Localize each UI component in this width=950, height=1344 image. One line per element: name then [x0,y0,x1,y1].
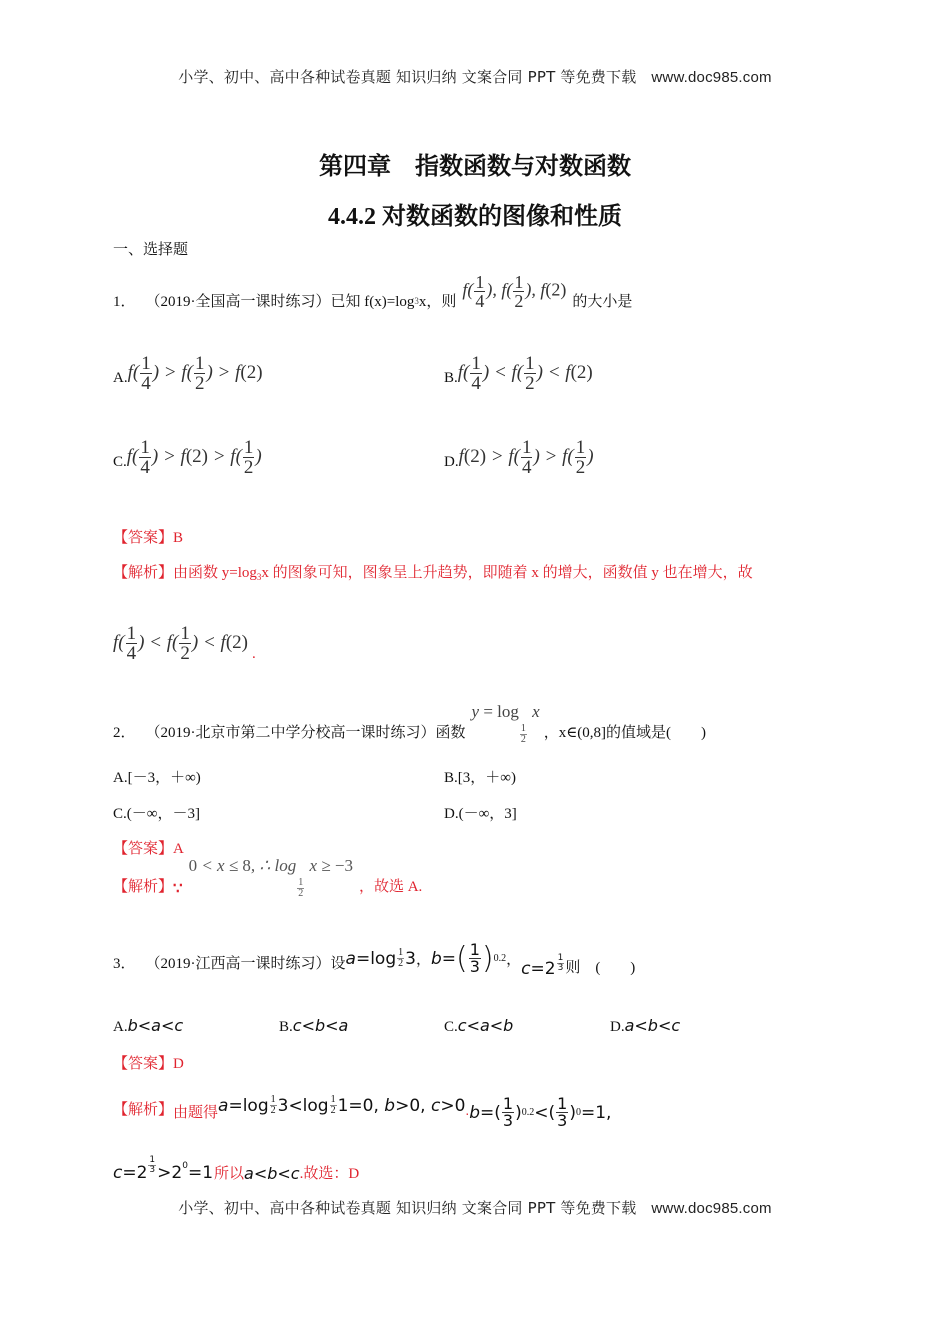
option-expression: f(2) > f( $\frac{1}{4}$ ) > f( $\frac{1}{2}$ ) [458,437,594,478]
question-3-stem [113,940,636,979]
question-1-stem [113,272,633,311]
question-2-number: 2． [113,725,136,741]
question-1-source: （2019·全国高一课时练习） [145,294,331,310]
option-label: B. [444,370,458,386]
question-3-option-d[interactable] [610,1016,680,1036]
log-base: 3 [256,572,262,582]
question-1-text-mid: x，则 [418,294,457,310]
option-label: C. [444,1019,458,1035]
option-label: D. [610,1019,625,1035]
question-2-option-c[interactable] [113,802,200,823]
answer-value: B [173,530,184,546]
question-1-option-a[interactable] [113,353,263,394]
option-label: A. [113,370,128,386]
question-2-text-end: ，x∈(0,8]的值域是( ) [543,725,707,741]
chapter-title: 第四章 指数函数与对数函数 [319,154,631,180]
answer-tag: 【答案】 [113,841,174,857]
analysis-text: 由题得 [173,1105,219,1121]
question-3-answer [113,1052,184,1073]
option-label: C. [113,806,127,822]
analysis-text: 由函数 y=log [173,565,257,581]
analysis-tag: 【解析】 [113,565,174,581]
answer-tag: 【答案】 [113,1056,174,1072]
option-expression: f( $\frac{1}{4}$ ) < f( $\frac{1}{2}$ ) < f(2) [457,353,593,394]
question-2-option-a[interactable] [113,766,201,787]
analysis-period: . [251,646,256,662]
question-2-answer [113,837,184,858]
question-3-text-end: 则 ( ) [565,960,636,976]
question-2-option-d[interactable] [444,802,517,823]
question-1-option-b[interactable] [444,353,593,394]
top-banner-text: 小学、初中、高中各种试卷真题 知识归纳 文案合同 PPT 等免费下载 [178,68,637,86]
question-1-option-d[interactable] [444,437,594,478]
option-text: (－∞，3] [458,806,517,822]
question-3-analysis-line-2 [113,1156,359,1183]
option-label: B. [279,1019,293,1035]
question-1-analysis-expression [113,624,256,663]
option-expression: c<a<b [457,1016,514,1035]
question-3-option-b[interactable] [279,1016,348,1036]
question-2-expression: y = log $\frac{1}{2}$ x [471,702,540,745]
option-label: B. [444,770,458,786]
analysis-tag: 【解析】 [113,1102,174,1118]
analysis-expression-order: a<b<c [244,1164,300,1183]
analysis-tag: 【解析】 [113,879,174,895]
analysis-expression-c: c=2 $\frac{1}{3}$ $>2^0=1$ [113,1155,214,1183]
question-3-number: 3． [113,956,136,972]
top-banner [0,66,950,87]
option-label: A. [113,770,128,786]
section-title: 4.4.2 对数函数的图像和性质 [328,204,622,230]
bottom-banner-url[interactable]: www.doc985.com [651,1200,772,1217]
question-1-option-c[interactable] [113,437,262,478]
question-3-option-c[interactable] [444,1016,513,1036]
option-label: C. [113,454,127,470]
question-3-analysis-line-1 [113,1088,611,1129]
answer-value: A [173,841,184,857]
analysis-expression: a =log $\frac{1}{2}$ 3<log $\frac{1}{2}$ 1=0, b >0, c >0 . b =( $\frac{1}{3}$ ) 0.2 <( $\frac{1}{3}$ ) 0 =1, [218,1094,612,1130]
question-1-number: 1． [113,294,136,310]
question-1-answer [113,526,183,547]
top-banner-url[interactable]: www.doc985.com [651,69,772,86]
question-1-expression: f( $\frac{1}{4}$ ), f( $\frac{1}{2}$ ), f(2) [462,272,567,311]
answer-value: D [173,1056,184,1072]
question-1-analysis [113,561,753,582]
analysis-expression: f( $\frac{1}{4}$ ) < f( $\frac{1}{2}$ ) < f(2) [113,623,248,664]
analysis-conclusion: .故选：D [299,1166,360,1182]
option-label: A. [113,1019,128,1035]
question-2-analysis [113,856,423,899]
question-1-text: 已知 f(x)=log [330,294,415,310]
option-expression: c<b<a [292,1016,349,1035]
option-expression: b<a<c [127,1016,184,1035]
question-3-source: （2019·江西高一课时练习） [145,956,331,972]
option-expression: a<b<c [624,1016,681,1035]
section-label: 一、选择题 [113,242,189,258]
option-expression: f( $\frac{1}{4}$ ) > f( $\frac{1}{2}$ ) > f(2) [127,353,263,394]
question-2-stem [113,702,707,745]
option-text: [3，＋∞) [457,770,516,786]
analysis-expression: 0 < x ≤ 8, ∴ log $\frac{1}{2}$ x ≥ −3 [188,856,353,899]
bottom-banner [0,1197,950,1218]
log-base: 3 [414,295,419,306]
option-label: D. [444,454,459,470]
question-2-source: （2019·北京市第二中学分校高一课时练习） [145,725,436,741]
analysis-text-rest: x 的图象可知，图象呈上升趋势，即随着 x 的增大，函数值 y 也在增大，故 [261,565,753,581]
bottom-banner-text: 小学、初中、高中各种试卷真题 知识归纳 文案合同 PPT 等免费下载 [178,1199,637,1217]
because-symbol: ∵ [173,881,183,897]
option-text: (－∞，－3] [126,806,200,822]
option-label: D. [444,806,459,822]
question-3-option-a[interactable] [113,1016,183,1036]
analysis-text: 所以 [214,1166,245,1182]
analysis-text: ，故选 A. [358,879,423,895]
question-1-text-end: 的大小是 [572,294,633,310]
question-3-text: 设 [330,956,346,972]
question-2-option-b[interactable] [444,766,516,787]
question-3-expression: a =log $\frac{1}{2}$ 3 ， b = ( $\frac{1}{3}$ ) 0.2 ， c=2 $\frac{1}{3}$ [345,940,564,979]
option-text: [－3，＋∞) [127,770,201,786]
question-2-text: 函数 [435,725,466,741]
option-expression: f( $\frac{1}{4}$ ) > f(2) > f( $\frac{1}{2}$ ) [126,437,262,478]
answer-tag: 【答案】 [113,530,174,546]
